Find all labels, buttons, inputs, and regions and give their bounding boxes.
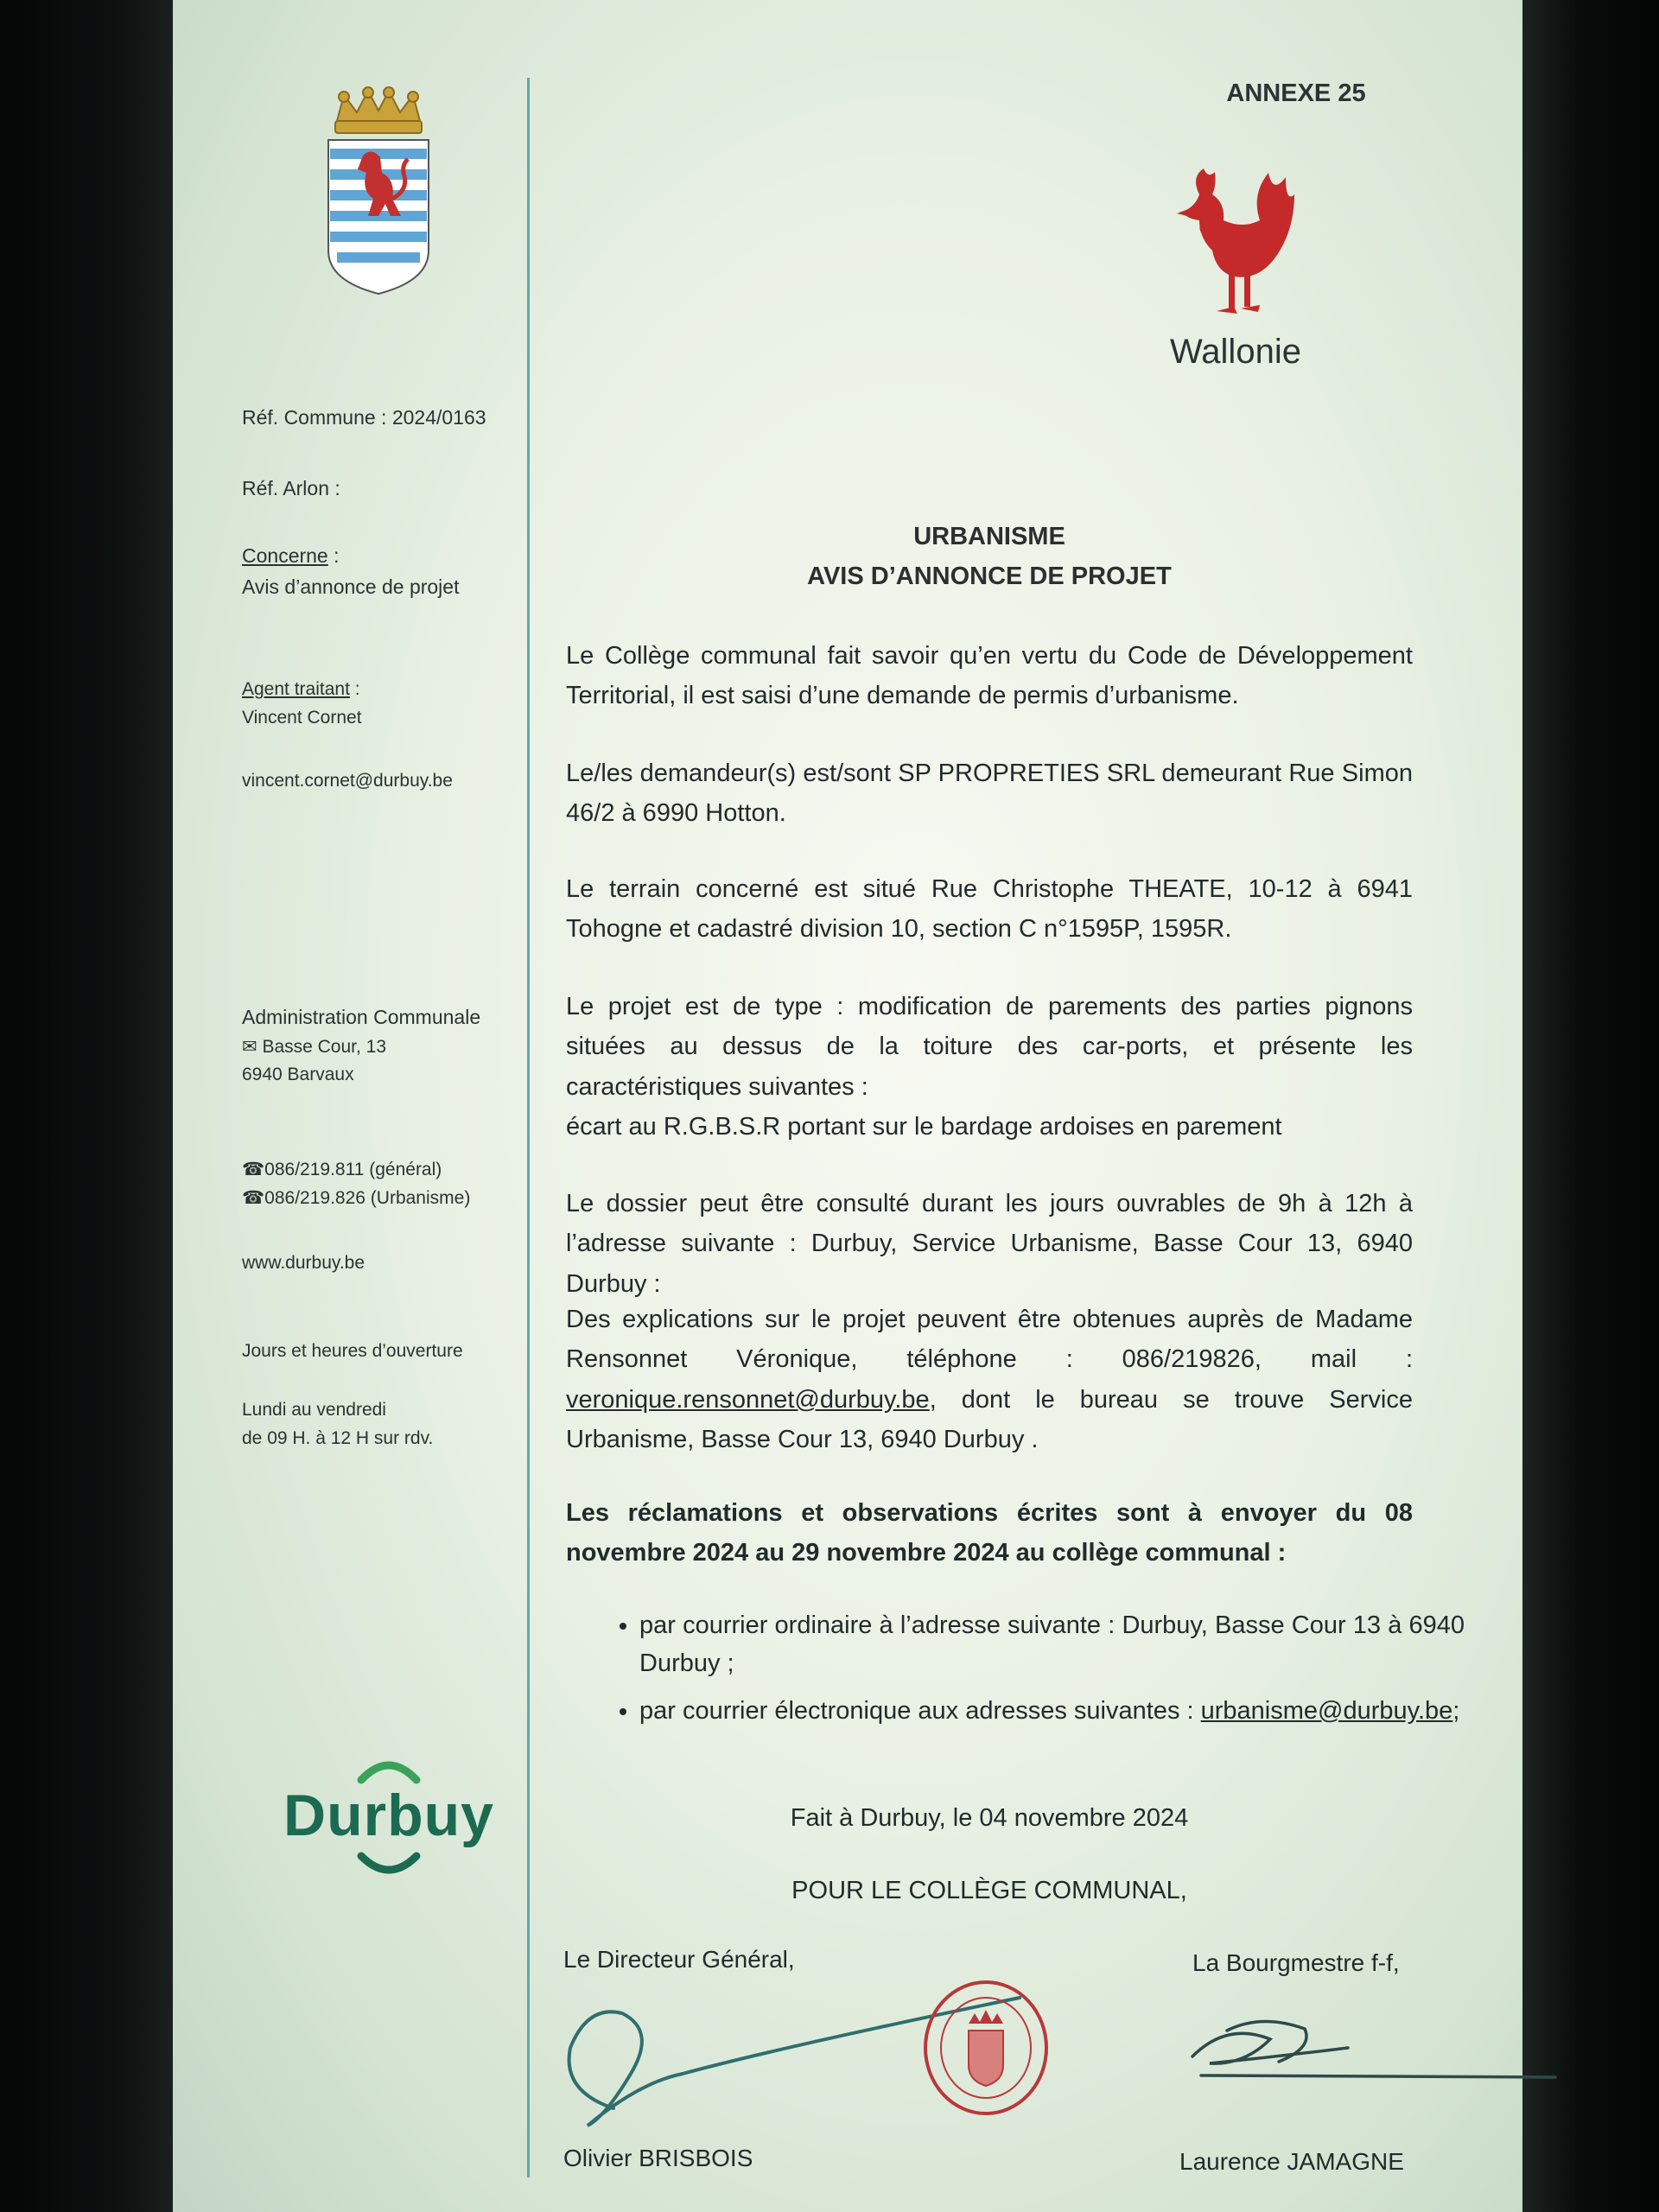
- notice-title-line-2: AVIS D’ANNONCE DE PROJET: [807, 563, 1172, 591]
- explanations-text: Des explications sur le projet peuvent être obtenues auprès de Madame Rensonnet Véronique, téléphone : 086/219826, mail :: [566, 1306, 1413, 1374]
- claims-list: [588, 1607, 1465, 1741]
- paragraph-consultation: Le dossier peut être consulté durant les jours ouvrables de 9h à 12h à l’adresse suivante : Durbuy, Service Urbanisme, Basse Cour 13, 6940 Durbuy :: [566, 1190, 1413, 1298]
- website-link[interactable]: www.durbuy.be: [242, 1253, 365, 1273]
- notice-sheet: [173, 0, 1522, 2212]
- photo-frame-left: [0, 0, 173, 2212]
- hours-title: Jours et heures d’ouverture: [242, 1341, 463, 1361]
- admin-city: 6940 Barvaux: [242, 1065, 354, 1085]
- explanations-office: , dont le bureau se trouve Service Urbanisme, Basse Cour 13, 6940 Durbuy .: [566, 1385, 1413, 1454]
- paragraph-land: Le terrain concerné est situé Rue Christophe THEATE, 10-12 à 6941 Tohogne et cadastré division 10, section C n°1595P, 1595R.: [566, 875, 1413, 944]
- durbuy-coat-of-arms-icon: [318, 86, 439, 298]
- concerne-label: Concerne: [242, 544, 328, 567]
- admin-street: Basse Cour, 13: [262, 1036, 387, 1057]
- wallonia-rooster-icon: [1165, 160, 1312, 333]
- project-deviation: écart au R.G.B.S.R portant sur le bardage ardoises en parement: [566, 1113, 1282, 1141]
- commune-seal-icon: [921, 1979, 1051, 2117]
- notice-title-line-1: URBANISME: [913, 523, 1065, 550]
- concerne-block: [242, 541, 459, 602]
- paragraph-project: [566, 987, 1413, 1147]
- paragraph-code: Le Collège communal fait savoir qu’en vertu du Code de Développement Territorial, il est saisi d’une demande de permis d’urbanisme.: [566, 642, 1413, 710]
- agent-email[interactable]: vincent.cornet@durbuy.be: [242, 771, 453, 791]
- signed-place-date: Fait à Durbuy, le 04 novembre 2024: [790, 1804, 1189, 1832]
- hours-time: de 09 H. à 12 H sur rdv.: [242, 1427, 434, 1448]
- paragraph-explanations: [566, 1300, 1413, 1460]
- mayor-title: La Bourgmestre f-f,: [1192, 1949, 1400, 1976]
- urbanisme-email-link[interactable]: urbanisme@durbuy.be: [1200, 1697, 1453, 1725]
- photo-frame-right: [1522, 0, 1659, 2212]
- vertical-divider: [527, 78, 530, 2177]
- paragraph-applicant: Le/les demandeur(s) est/sont SP PROPRETIES SRL demeurant Rue Simon 46/2 à 6990 Hotton.: [566, 760, 1413, 828]
- concerne-value: Avis d’annonce de projet: [242, 575, 460, 598]
- admin-title: Administration Communale: [242, 1006, 481, 1028]
- ref-commune: Réf. Commune : 2024/0163: [242, 406, 486, 429]
- director-title: Le Directeur Général,: [563, 1946, 795, 1973]
- mayor-signature-icon: [1175, 2005, 1573, 2091]
- list-item: • par courrier ordinaire à l’adresse suivante : Durbuy, Basse Cour 13 à 6940 Durbuy ;: [639, 1607, 1465, 1682]
- project-type: Le projet est de type : modification de parements des parties pignons situées au dessus de la toiture des car-ports, et présente les caractéristiques suivantes :: [566, 993, 1413, 1101]
- electronic-mail-text: par courrier électronique aux adresses suivantes :: [639, 1697, 1201, 1725]
- phone-block: [242, 1156, 470, 1212]
- director-name: Olivier BRISBOIS: [563, 2145, 753, 2171]
- phone-general: 086/219.811 (général): [264, 1160, 442, 1179]
- college-signature-heading: POUR LE COLLÈGE COMMUNAL,: [791, 1877, 1187, 1904]
- durbuy-logo-text: Durbuy: [283, 1783, 494, 1848]
- phone-icon: ☎: [242, 1187, 265, 1208]
- concerne-suffix: :: [327, 544, 340, 567]
- agent-name: Vincent Cornet: [242, 707, 362, 728]
- hours-days: Lundi au vendredi: [242, 1400, 386, 1420]
- notice-title: [566, 517, 1413, 597]
- agent-label: Agent traitant: [242, 679, 350, 699]
- wallonie-label: Wallonie: [1170, 333, 1301, 371]
- phone-icon: ☎: [242, 1160, 265, 1179]
- agent-suffix: :: [349, 679, 360, 699]
- phone-urbanisme: 086/219.826 (Urbanisme): [264, 1187, 471, 1208]
- envelope-icon: ✉: [242, 1036, 263, 1057]
- admin-block: [242, 1002, 480, 1090]
- ref-arlon: Réf. Arlon :: [242, 477, 340, 499]
- paragraph-claims: Les réclamations et observations écrites sont à envoyer du 08 novembre 2024 au 29 novembre 2024 au collège communal :: [566, 1499, 1413, 1567]
- agent-block: [242, 676, 362, 732]
- mayor-name: Laurence JAMAGNE: [1179, 2148, 1404, 2175]
- durbuy-logo: [276, 1754, 501, 1884]
- hours-block: [242, 1396, 433, 1452]
- list-item: [639, 1693, 1465, 1731]
- annexe-label: ANNEXE 25: [1226, 79, 1366, 107]
- electronic-mail-suffix: ;: [1452, 1697, 1460, 1725]
- contact-email-link[interactable]: veronique.rensonnet@durbuy.be: [566, 1385, 930, 1414]
